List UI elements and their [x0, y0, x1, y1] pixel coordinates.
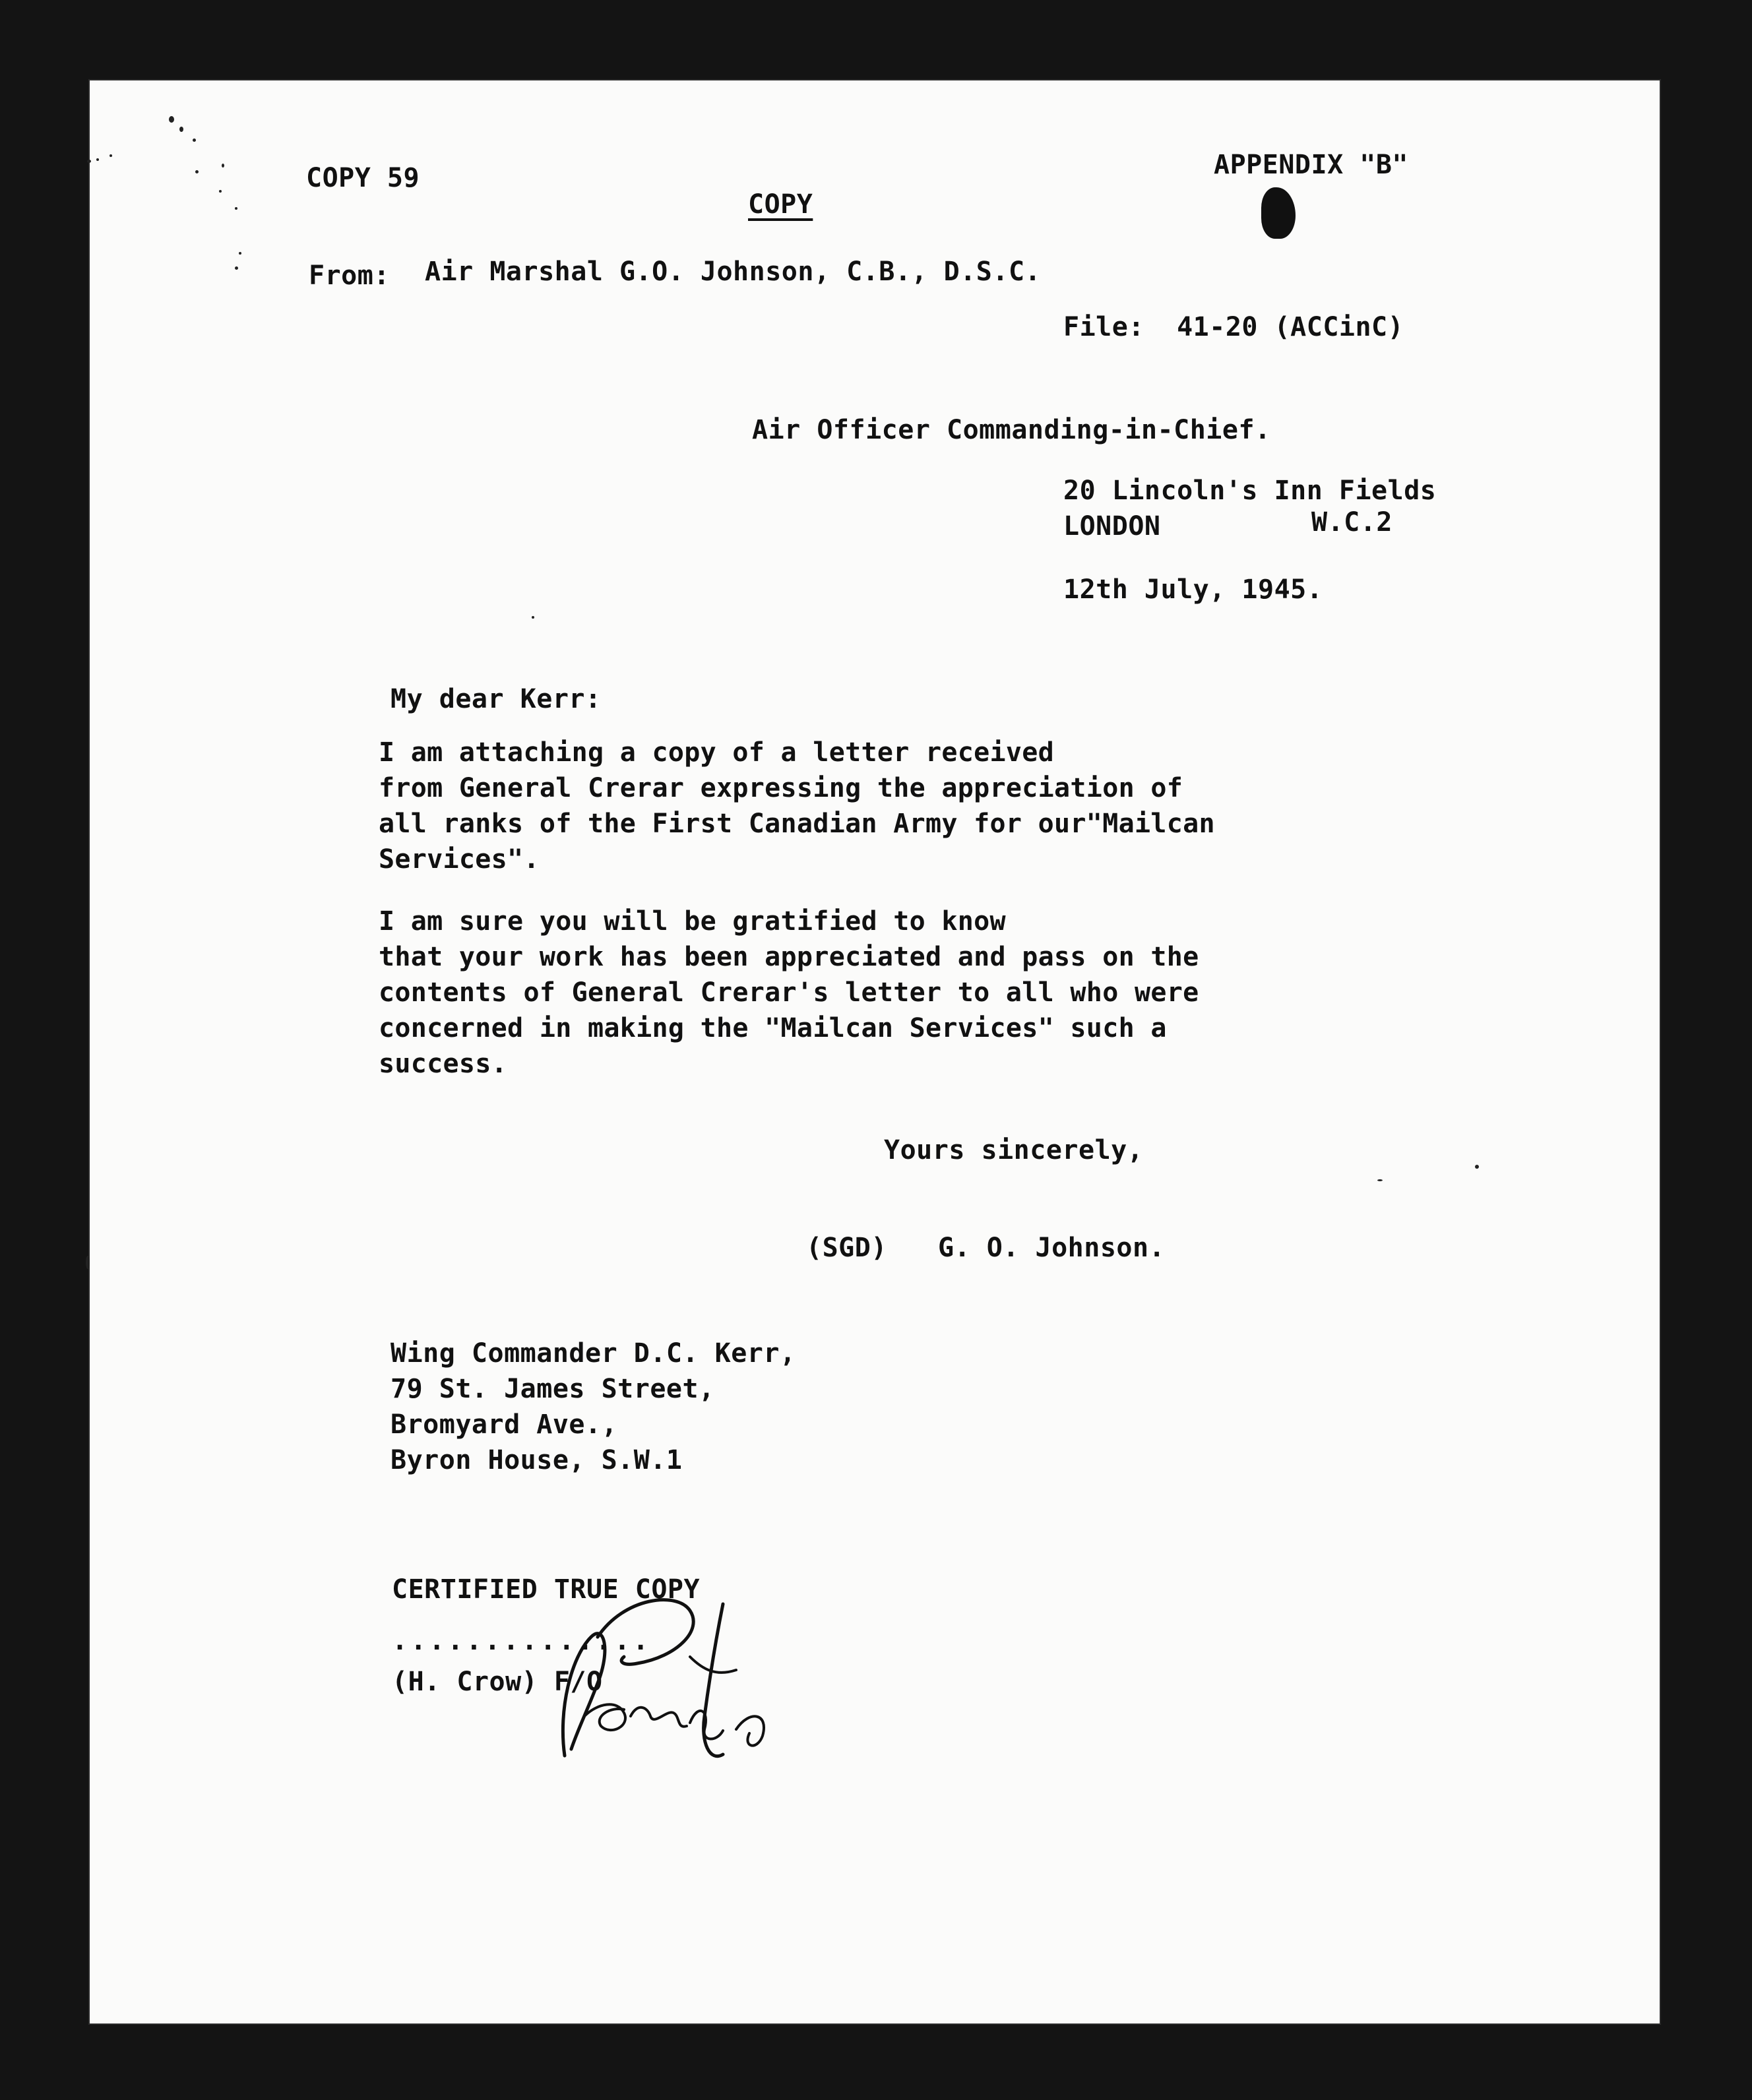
office-title: Air Officer Commanding-in-Chief.: [752, 415, 1271, 445]
signed-marker: (SGD): [806, 1233, 887, 1263]
address-city: LONDON: [1063, 511, 1161, 541]
salutation: My dear Kerr:: [391, 684, 602, 714]
recipient-line: Wing Commander D.C. Kerr,: [391, 1338, 796, 1369]
body-paragraph-1: I am attaching a copy of a letter received from General Crerar expressing the appreciation of all ranks of the First Canadian Army for our"Mailcan Services".: [379, 737, 1215, 875]
recipient-line: 79 St. James Street,: [391, 1374, 715, 1404]
letter-page: [90, 80, 1660, 2023]
address-line: 20 Lincoln's Inn Fields: [1063, 476, 1437, 506]
from-name: Air Marshal G.O. Johnson, C.B., D.S.C.: [425, 257, 1042, 287]
from-label: From:: [309, 261, 390, 291]
body-paragraph-2: I am sure you will be gratified to know that your work has been appreciated and pass on the contents of General Crerar's letter to all who were concerned in making the "Mailcan Services" such a success.: [379, 906, 1199, 1079]
letter-date: 12th July, 1945.: [1063, 574, 1323, 605]
appendix-label: APPENDIX "B": [1214, 150, 1408, 180]
recipient-line: Bromyard Ave.,: [391, 1409, 618, 1440]
signature-dots: ..............: [392, 1626, 652, 1656]
ink-blot: [1261, 187, 1296, 239]
signer-name: G. O. Johnson.: [938, 1233, 1166, 1263]
recipient-line: Byron House, S.W.1: [391, 1445, 683, 1475]
address-district: W.C.2: [1311, 507, 1392, 538]
handwritten-signature: [525, 1578, 815, 1776]
recipient-address: [391, 1340, 796, 1473]
closing: Yours sincerely,: [884, 1135, 1144, 1165]
copy-number: COPY 59: [306, 163, 420, 193]
certified-label: CERTIFIED TRUE COPY: [392, 1574, 701, 1605]
file-reference: File: 41-20 (ACCinC): [1063, 312, 1404, 342]
certifier-name: (H. Crow) F/O: [392, 1667, 603, 1697]
copy-heading: COPY: [748, 189, 813, 220]
